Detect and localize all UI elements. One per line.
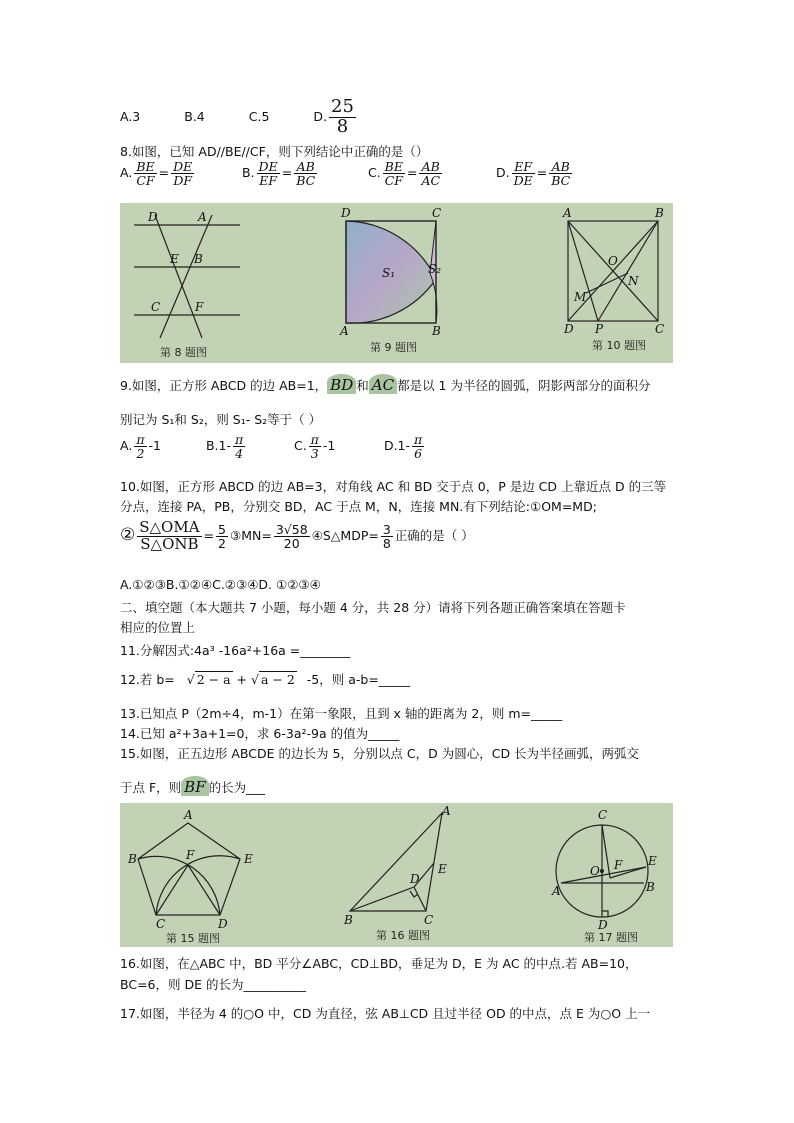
fraction-denominator: 2 [218, 535, 226, 551]
figures-row-2 [120, 803, 673, 947]
fraction-numerator: DE [173, 159, 193, 174]
fig9-label-s2: S₂ [428, 262, 442, 276]
q11: 11.分解因式:4a³ -16a²+16a =________ [120, 643, 351, 658]
fig10-label-o: O [608, 254, 618, 268]
q12-radical-1: √ 2 − a [186, 672, 231, 687]
q10-line3 [120, 520, 474, 553]
fraction-denominator: 20 [283, 535, 300, 551]
fig9-caption: 第 9 题图 [370, 341, 417, 354]
fig17-center-dot [600, 869, 604, 873]
fig17-label-a: A [552, 884, 561, 898]
q9-option-a [120, 433, 202, 460]
option-label: B. [241, 165, 255, 181]
option-label: B.1- [205, 438, 231, 454]
fig9-label-d: D [341, 206, 351, 220]
fig10-caption: 第 10 题图 [592, 339, 646, 352]
fig8-label-d: D [148, 210, 158, 224]
q15-line2 [120, 776, 265, 796]
fraction-numerator: π [136, 432, 145, 447]
q9-text-pre: 9.如图，正方形 ABCD 的边 AB=1， [120, 378, 328, 393]
fig15-label-a: A [184, 808, 193, 822]
q10-equals: = [203, 527, 215, 543]
fraction-denominator: CF [384, 173, 403, 189]
fig15-caption: 第 15 题图 [166, 932, 220, 945]
fraction-numerator: DE [258, 159, 278, 174]
fig16-caption: 第 16 题图 [376, 929, 430, 942]
fraction-numerator: AB [549, 160, 572, 174]
option-label: C. [367, 165, 381, 181]
fraction-denominator: CF [136, 173, 155, 189]
fraction-denominator: BC [296, 173, 316, 189]
fig8-caption: 第 8 题图 [160, 346, 207, 359]
fraction-denominator: 2 [136, 446, 145, 462]
q17: 17.如图，半径为 4 的○O 中，CD 为直径，弦 AB⊥CD 且过半径 OD 的中点，点 E 为○O 上一 [120, 1006, 651, 1021]
option-label: D.1- [383, 438, 411, 454]
option-label: A. [120, 165, 133, 181]
figure-15 [138, 823, 240, 915]
q15-arc-bf: BF [181, 776, 208, 796]
figure-8 [134, 215, 240, 338]
q8-option-c: C. $\frac{BE}{CF}$ = $\frac{AB}{AC}$ [367, 159, 441, 189]
q9-arc-bd: BD [327, 374, 356, 394]
fig17-label-e: E [648, 854, 657, 868]
q9-option-d [384, 433, 426, 460]
fig10-label-d: D [564, 322, 574, 336]
fraction-denominator: DF [173, 173, 193, 189]
fig10-label-b: B [655, 206, 664, 220]
q12 [120, 670, 410, 688]
fig9-label-s1: S₁ [382, 266, 396, 280]
q12-plus: + [236, 672, 248, 687]
q7-option-d-label: D. [313, 108, 327, 124]
fraction-numerator: π [414, 432, 423, 447]
fig8-label-f: F [195, 300, 204, 314]
fig17-label-c: C [598, 808, 608, 822]
fig16-label-d: D [410, 872, 420, 886]
fraction-denominator: 3 [310, 446, 319, 462]
option-suffix: -1 [322, 438, 336, 454]
fig15-label-f: F [186, 848, 195, 862]
q10-tail: 正确的是（ ） [394, 527, 474, 543]
q7-option-b: B.4 [184, 108, 205, 124]
q8-option-b: B. $\frac{DE}{EF}$ = $\frac{AB}{BC}$ [241, 159, 316, 189]
fig17-label-o: O [590, 864, 600, 878]
fig10-label-c: C [655, 322, 665, 336]
fig16-label-c: C [424, 913, 434, 927]
fraction-numerator: 3 [382, 521, 391, 537]
q10-line1: 10.如图，正方形 ABCD 的边 AB=3，对角线 AC 和 BD 交于点 0，P 是边 CD 上靠近点 D 的三等 [120, 479, 667, 494]
fig8-label-a: A [198, 210, 207, 224]
fraction-numerator: BE [384, 159, 403, 174]
q10-item-4: ④S△MDP= [311, 527, 379, 543]
q13: 13.已知点 P（2m÷4，m-1）在第一象限，且到 x 轴的距离为 2，则 m=_____ [120, 706, 563, 721]
fraction-numerator: EF [512, 160, 535, 174]
q8-option-d: D. $\frac{EF}{DE}$ = $\frac{AB}{BC}$ [495, 159, 571, 189]
q14: 14.已知 a²+3a+1=0，求 6-3a²-9a 的值为_____ [120, 726, 400, 741]
q15-line1: 15.如图，正五边形 ABCDE 的边长为 5，分别以点 C，D 为圆心，CD 长为半径画弧，两弧交 [120, 746, 640, 761]
q7-options [120, 98, 358, 137]
option-label: A. [120, 438, 133, 454]
fig9-label-b: B [432, 324, 441, 338]
q9-line1 [120, 374, 650, 394]
q12-text-pre: 12.若 b= [120, 672, 175, 687]
fraction-denominator: DE [513, 173, 533, 189]
figure-8-9-10-svg [120, 203, 673, 363]
fraction-denominator: 8 [336, 115, 349, 137]
q16-line2: BC=6，则 DE 的长为__________ [120, 977, 306, 992]
figure-16 [350, 813, 442, 911]
fig10-label-n: N [628, 274, 639, 288]
q9-text-post: 都是以 1 为半径的圆弧，阴影两部分的面积分 [397, 378, 651, 393]
fraction-denominator: BC [551, 173, 571, 189]
fig8-label-c: C [151, 300, 161, 314]
fraction-numerator: BE [136, 159, 155, 174]
fraction-denominator: 6 [414, 446, 423, 462]
fig16-label-e: E [438, 862, 447, 876]
q9-option-b [206, 433, 290, 460]
q9-options [120, 433, 426, 460]
section2-heading-line1: 二、填空题（本大题共 7 小题，每小题 4 分，共 28 分）请将下列各题正确答案填在答题卡 [120, 600, 626, 615]
fig10-label-m: M [574, 290, 587, 304]
fraction-numerator: 3√58 [275, 521, 308, 537]
fig15-label-e: E [244, 852, 253, 866]
fraction-numerator: S△OMA [139, 518, 200, 536]
fig16-label-a: A [442, 804, 451, 818]
q7-option-c: C.5 [248, 108, 270, 124]
fraction-denominator: EF [259, 173, 278, 189]
q7-option-a: A.3 [120, 108, 141, 124]
fig17-caption: 第 17 题图 [584, 931, 638, 944]
figures-row-1 [120, 203, 673, 363]
q9-text-and: 和 [356, 378, 369, 393]
fig8-label-e: E [170, 252, 179, 266]
fig17-label-d: D [598, 918, 608, 932]
fraction-denominator: 4 [235, 446, 244, 462]
fig9-label-a: A [340, 324, 349, 338]
q9-option-c [294, 433, 380, 460]
fraction-denominator: 8 [382, 535, 391, 551]
q16-line1: 16.如图，在△ABC 中，BD 平分∠ABC，CD⊥BD，垂足为 D，E 为 AC 的中点.若 AB=10， [120, 956, 638, 971]
fraction-numerator: 5 [218, 521, 226, 537]
q8-option-a: A. $\frac{BE}{CF}$ = $\frac{DE}{DF}$ [120, 159, 193, 189]
fraction-numerator: π [310, 432, 319, 447]
option-label: C. [293, 438, 307, 454]
fig9-label-c: C [432, 206, 442, 220]
fig15-label-b: B [128, 852, 137, 866]
q8-stem: 8.如图，已知 AD//BE//CF，则下列结论中正确的是（） [120, 144, 429, 159]
fraction-numerator: π [235, 432, 244, 447]
q15-text-post: 的长为___ [208, 780, 265, 795]
section2-heading-line2: 相应的位置上 [120, 620, 196, 635]
figure-15-16-17-svg [120, 803, 673, 947]
fraction-numerator: AB [419, 160, 442, 174]
option-suffix: -1 [148, 438, 161, 454]
radicand: 2 − a [196, 672, 231, 687]
q12-radical-2: √ a − 2 [251, 672, 295, 687]
radicand: a − 2 [260, 672, 295, 687]
q9-line2: 别记为 S₁和 S₂，则 S₁- S₂等于（ ） [120, 412, 322, 427]
option-label: D. [495, 165, 510, 181]
q10-line2: 分点，连接 PA，PB，分别交 BD，AC 于点 M，N，连接 MN.有下列结论:①OM=MD; [120, 499, 597, 514]
fig15-label-d: D [218, 917, 228, 931]
fig10-label-p: P [595, 322, 604, 336]
q10-circled-2: ② [120, 524, 136, 545]
fraction-numerator: AB [294, 160, 317, 174]
q10-item-3: ③MN= [230, 527, 272, 543]
fraction-denominator: S△ONB [140, 534, 199, 553]
fig17-label-b: B [646, 880, 655, 894]
q9-arc-ac: AC [369, 374, 397, 394]
fraction-denominator: AC [421, 173, 441, 189]
figure-10 [568, 221, 658, 321]
q15-text-pre: 于点 F，则 [120, 780, 182, 795]
q8-options [120, 160, 574, 187]
q12-text-post: -5，则 a-b=_____ [306, 672, 411, 687]
fig8-label-b: B [194, 252, 203, 266]
fig15-label-c: C [156, 917, 166, 931]
fig17-label-f: F [614, 858, 623, 872]
fraction-numerator: 25 [331, 96, 354, 117]
q10-options: A.①②③B.①②④C.②③④D. ①②③④ [120, 577, 321, 592]
fig16-label-b: B [344, 913, 353, 927]
q7-option-d-fraction [329, 98, 356, 137]
fig10-label-a: A [563, 206, 572, 220]
